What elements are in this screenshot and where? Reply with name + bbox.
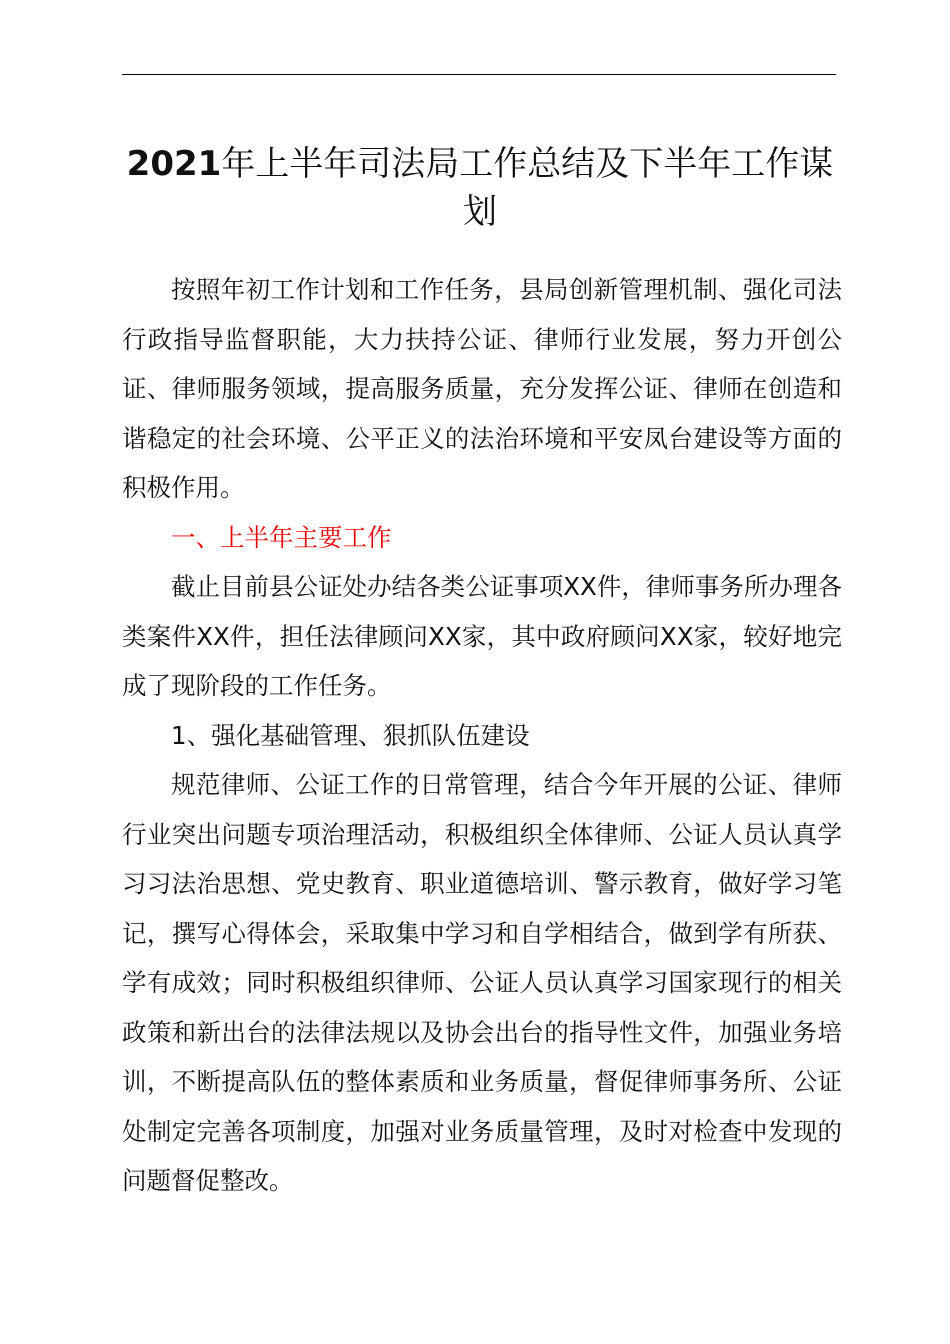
header-rule xyxy=(122,74,836,75)
title-text: 年上半年司法局工作总结及下半年工作谋划 xyxy=(221,144,834,232)
subsection-body-paragraph: 规范律师、公证工作的日常管理，结合今年开展的公证、律师行业突出问题专项治理活动，积极组织全体律师、公证人员认真学习习法治思想、党史教育、职业道德培训、警示教育，做好学习笔记，撰写心得体会，采取集中学习和自学相结合，做到学有所获、学有成效；同时积极组织律师、公证人员认真学习国家现行的相关政策和新出台的法律法规以及协会出台的指导性文件，加强业务培训，不断提高队伍的整体素质和业务质量，督促律师事务所、公证处制定完善各项制度，加强对业务质量管理，及时对检查中发现的问题督促整改。 xyxy=(122,770,842,1195)
section-summary-paragraph: 截止目前县公证处办结各类公证事项XX件，律师事务所办理各类案件XX件，担任法律顾问XX家，其中政府顾问XX家，较好地完成了现阶段的工作任务。 xyxy=(122,572,842,700)
document-title xyxy=(110,140,850,236)
document-body xyxy=(122,265,842,1206)
intro-paragraph: 按照年初工作计划和工作任务，县局创新管理机制、强化司法行政指导监督职能，大力扶持公证、律师行业发展，努力开创公证、律师服务领域，提高服务质量，充分发挥公证、律师在创造和谐稳定的社会环境、公平正义的法治环境和平安凤台建设等方面的积极作用。 xyxy=(122,275,842,502)
subsection-heading: 1、强化基础管理、狠抓队伍建设 xyxy=(171,720,530,750)
section-heading: 一、上半年主要工作 xyxy=(171,522,392,552)
title-year: 2021 xyxy=(126,144,222,184)
